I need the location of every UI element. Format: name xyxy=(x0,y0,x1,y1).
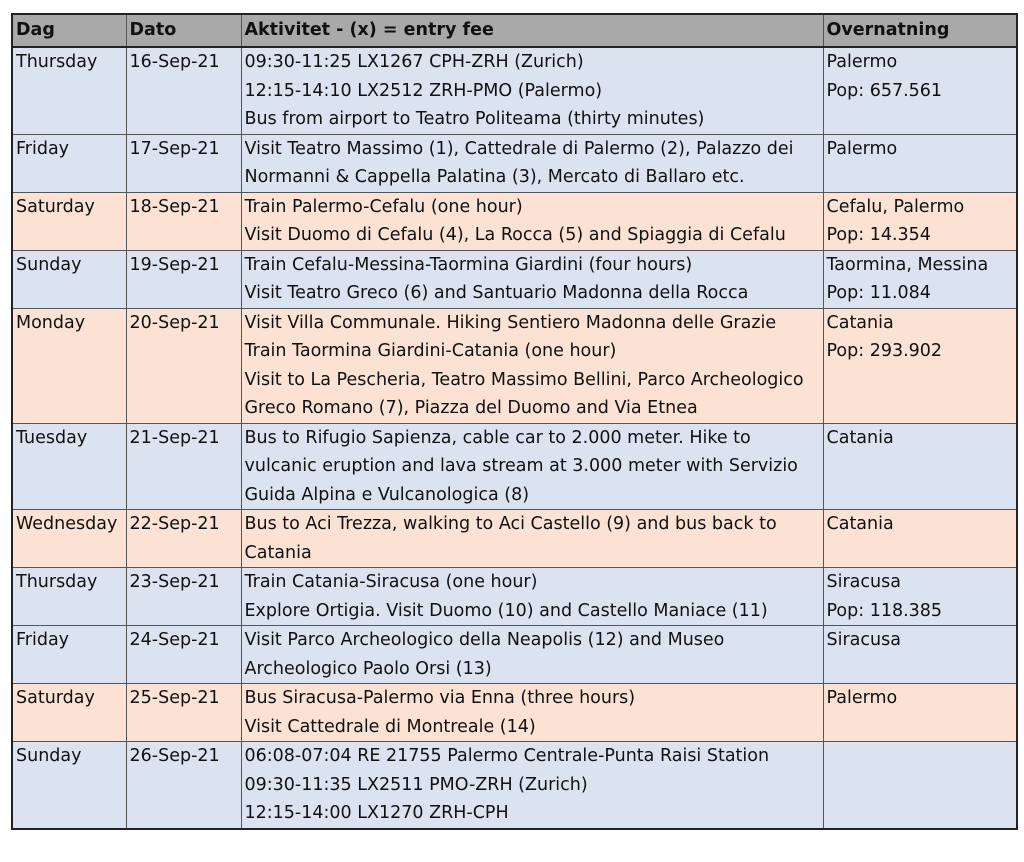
activity-line: Visit Teatro Greco (6) and Santuario Madonna della Rocca xyxy=(244,283,749,303)
cell-dato: 23-Sep-21 xyxy=(126,568,241,626)
header-aktivitet: Aktivitet - (x) = entry fee xyxy=(241,14,823,47)
cell-aktivitet xyxy=(241,308,823,423)
overnatning-line: Palermo xyxy=(826,138,898,159)
activity-line: Bus from airport to Teatro Politeama (thirty minutes) xyxy=(244,109,705,129)
activity-line: Visit to La Pescheria, Teatro Massimo Bellini, Parco Archeologico xyxy=(244,369,804,390)
overnatning-line: Siracusa xyxy=(826,630,901,650)
table-row xyxy=(12,308,1017,423)
cell-aktivitet xyxy=(241,510,823,568)
table-row xyxy=(12,684,1017,742)
cell-dag: Monday xyxy=(12,308,126,423)
activity-line: Bus Siracusa-Palermo via Enna (three hours) xyxy=(244,688,636,708)
activity-line: Archeologico Paolo Orsi (13) xyxy=(244,658,492,679)
cell-aktivitet xyxy=(241,192,823,250)
overnatning-line: Palermo xyxy=(826,688,898,708)
cell-overnatning xyxy=(823,568,1017,626)
overnatning-line: Pop: 14.354 xyxy=(826,225,931,245)
overnatning-line: Pop: 118.385 xyxy=(826,600,943,621)
activity-line: Bus to Aci Trezza, walking to Aci Castello (9) and bus back to xyxy=(244,514,777,534)
activity-line: Normanni & Cappella Palatina (3), Mercato di Ballaro etc. xyxy=(244,167,745,187)
cell-aktivitet xyxy=(241,626,823,684)
cell-dag: Friday xyxy=(12,134,126,192)
activity-line: Guida Alpina e Vulcanologica (8) xyxy=(244,484,530,505)
activity-line: 09:30-11:25 LX1267 CPH-ZRH (Zurich) xyxy=(244,52,584,72)
cell-dato: 20-Sep-21 xyxy=(126,308,241,423)
header-row xyxy=(12,14,1017,47)
cell-dato: 24-Sep-21 xyxy=(126,626,241,684)
cell-dato: 16-Sep-21 xyxy=(126,47,241,134)
header-dato: Dato xyxy=(126,14,241,47)
cell-dag: Friday xyxy=(12,626,126,684)
header-dag: Dag xyxy=(12,14,126,47)
activity-line: Visit Teatro Massimo (1), Cattedrale di Palermo (2), Palazzo dei xyxy=(244,138,794,159)
table-row xyxy=(12,423,1017,510)
cell-dag: Sunday xyxy=(12,250,126,308)
activity-line: Bus to Rifugio Sapienza, cable car to 2.000 meter. Hike to xyxy=(244,427,751,448)
cell-dag: Sunday xyxy=(12,742,126,829)
overnatning-line: Catania xyxy=(826,514,894,534)
cell-aktivitet xyxy=(241,134,823,192)
cell-dag: Thursday xyxy=(12,568,126,626)
table-row xyxy=(12,626,1017,684)
cell-dag: Tuesday xyxy=(12,423,126,510)
cell-aktivitet xyxy=(241,742,823,829)
cell-dato: 26-Sep-21 xyxy=(126,742,241,829)
cell-overnatning xyxy=(823,510,1017,568)
overnatning-line: Catania xyxy=(826,312,894,333)
table-row xyxy=(12,192,1017,250)
cell-overnatning xyxy=(823,423,1017,510)
cell-dag: Saturday xyxy=(12,684,126,742)
overnatning-line: Cefalu, Palermo xyxy=(826,196,965,217)
cell-dato: 19-Sep-21 xyxy=(126,250,241,308)
table-row xyxy=(12,568,1017,626)
cell-dag: Saturday xyxy=(12,192,126,250)
overnatning-line: Pop: 657.561 xyxy=(826,80,943,101)
overnatning-line: Catania xyxy=(826,427,894,448)
activity-line: Train Catania-Siracusa (one hour) xyxy=(244,572,538,592)
cell-dato: 21-Sep-21 xyxy=(126,423,241,510)
cell-overnatning xyxy=(823,742,1017,829)
activity-line: 09:30-11:35 LX2511 PMO-ZRH (Zurich) xyxy=(244,774,588,795)
activity-line: Train Taormina Giardini-Catania (one hour) xyxy=(244,341,617,361)
cell-dato: 22-Sep-21 xyxy=(126,510,241,568)
overnatning-line: Taormina, Messina xyxy=(826,254,989,275)
cell-overnatning xyxy=(823,308,1017,423)
activity-line: Greco Romano (7), Piazza del Duomo and Via Etnea xyxy=(244,398,698,418)
activity-line: Train Palermo-Cefalu (one hour) xyxy=(244,196,523,217)
cell-overnatning xyxy=(823,134,1017,192)
overnatning-line: Siracusa xyxy=(826,572,901,592)
cell-aktivitet xyxy=(241,568,823,626)
cell-dato: 18-Sep-21 xyxy=(126,192,241,250)
table-row xyxy=(12,250,1017,308)
header-overnatning: Overnatning xyxy=(823,14,1017,47)
cell-dato: 17-Sep-21 xyxy=(126,134,241,192)
activity-line: Visit Villa Communale. Hiking Sentiero Madonna delle Grazie xyxy=(244,312,777,333)
itinerary-table xyxy=(11,13,1018,830)
activity-line: Visit Parco Archeologico della Neapolis (12) and Museo xyxy=(244,630,725,650)
cell-overnatning xyxy=(823,192,1017,250)
cell-aktivitet xyxy=(241,47,823,134)
table-row xyxy=(12,47,1017,134)
overnatning-line: Pop: 11.084 xyxy=(826,283,931,303)
cell-aktivitet xyxy=(241,423,823,510)
cell-overnatning xyxy=(823,626,1017,684)
activity-line: Train Cefalu-Messina-Taormina Giardini (four hours) xyxy=(244,254,693,275)
activity-line: vulcanic eruption and lava stream at 3.000 meter with Servizio xyxy=(244,456,798,476)
cell-overnatning xyxy=(823,684,1017,742)
overnatning-line: Palermo xyxy=(826,52,898,72)
activity-line: Catania xyxy=(244,542,312,563)
cell-overnatning xyxy=(823,47,1017,134)
cell-dag: Wednesday xyxy=(12,510,126,568)
activity-line: Explore Ortigia. Visit Duomo (10) and Castello Maniace (11) xyxy=(244,600,768,621)
activity-line: Visit Duomo di Cefalu (4), La Rocca (5) and Spiaggia di Cefalu xyxy=(244,225,786,245)
cell-overnatning xyxy=(823,250,1017,308)
activity-line: 12:15-14:00 LX1270 ZRH-CPH xyxy=(244,803,509,823)
cell-dato: 25-Sep-21 xyxy=(126,684,241,742)
activity-line: 12:15-14:10 LX2512 ZRH-PMO (Palermo) xyxy=(244,80,603,101)
cell-aktivitet xyxy=(241,250,823,308)
table-row xyxy=(12,134,1017,192)
cell-dag: Thursday xyxy=(12,47,126,134)
activity-line: 06:08-07:04 RE 21755 Palermo Centrale-Punta Raisi Station xyxy=(244,746,770,766)
overnatning-line: Pop: 293.902 xyxy=(826,341,943,361)
cell-aktivitet xyxy=(241,684,823,742)
activity-line: Visit Cattedrale di Montreale (14) xyxy=(244,716,536,737)
table-row xyxy=(12,510,1017,568)
table-row xyxy=(12,742,1017,829)
